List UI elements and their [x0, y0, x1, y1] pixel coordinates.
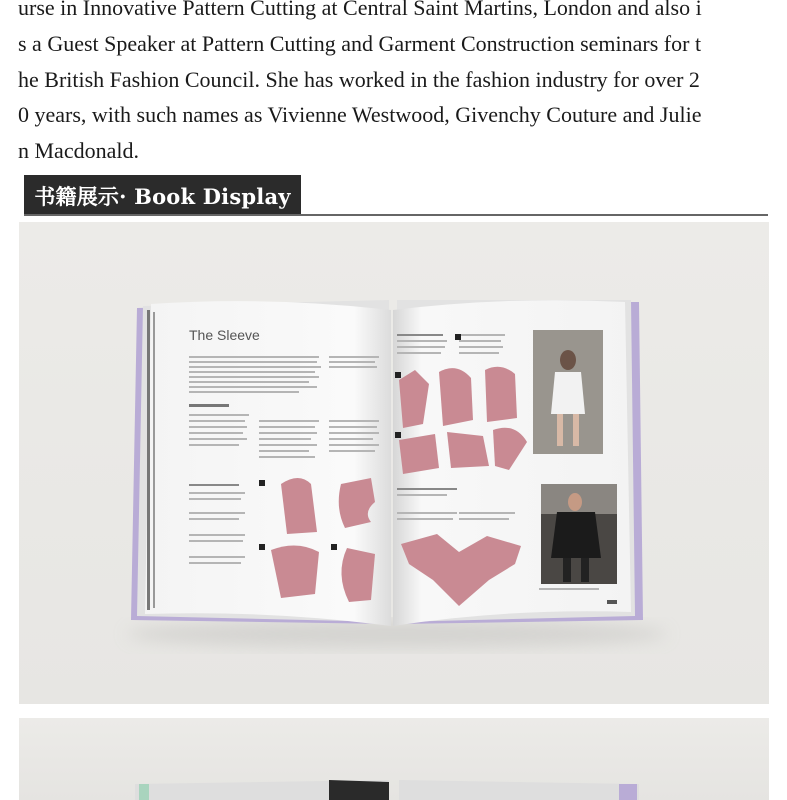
intro-line: s a Guest Speaker at Pattern Cutting and Garment Construction seminars for t [18, 30, 702, 56]
intro-line: urse in Innovative Pattern Cutting at Central Saint Martins, London and also i [18, 0, 702, 20]
intro-line: he British Fashion Council. She has worked in the fashion industry for over 2 [18, 66, 700, 92]
section-title: 书籍展示· Book Display [34, 183, 291, 209]
intro-line: 0 years, with such names as Vivienne Westwood, Givenchy Couture and Julie [18, 102, 702, 128]
runway-photo-top [533, 330, 603, 454]
chapter-title: The Sleeve [189, 327, 260, 343]
open-book-illustration-2 [19, 718, 769, 800]
intro-text [0, 0, 787, 169]
book-display-photo-2 [19, 718, 769, 800]
runway-photo-bottom [541, 484, 617, 584]
section-header-tab [24, 175, 301, 216]
intro-line: n Macdonald. [18, 138, 139, 164]
open-book-illustration [19, 222, 769, 704]
section-divider [24, 214, 768, 216]
book-display-photo [19, 222, 769, 704]
